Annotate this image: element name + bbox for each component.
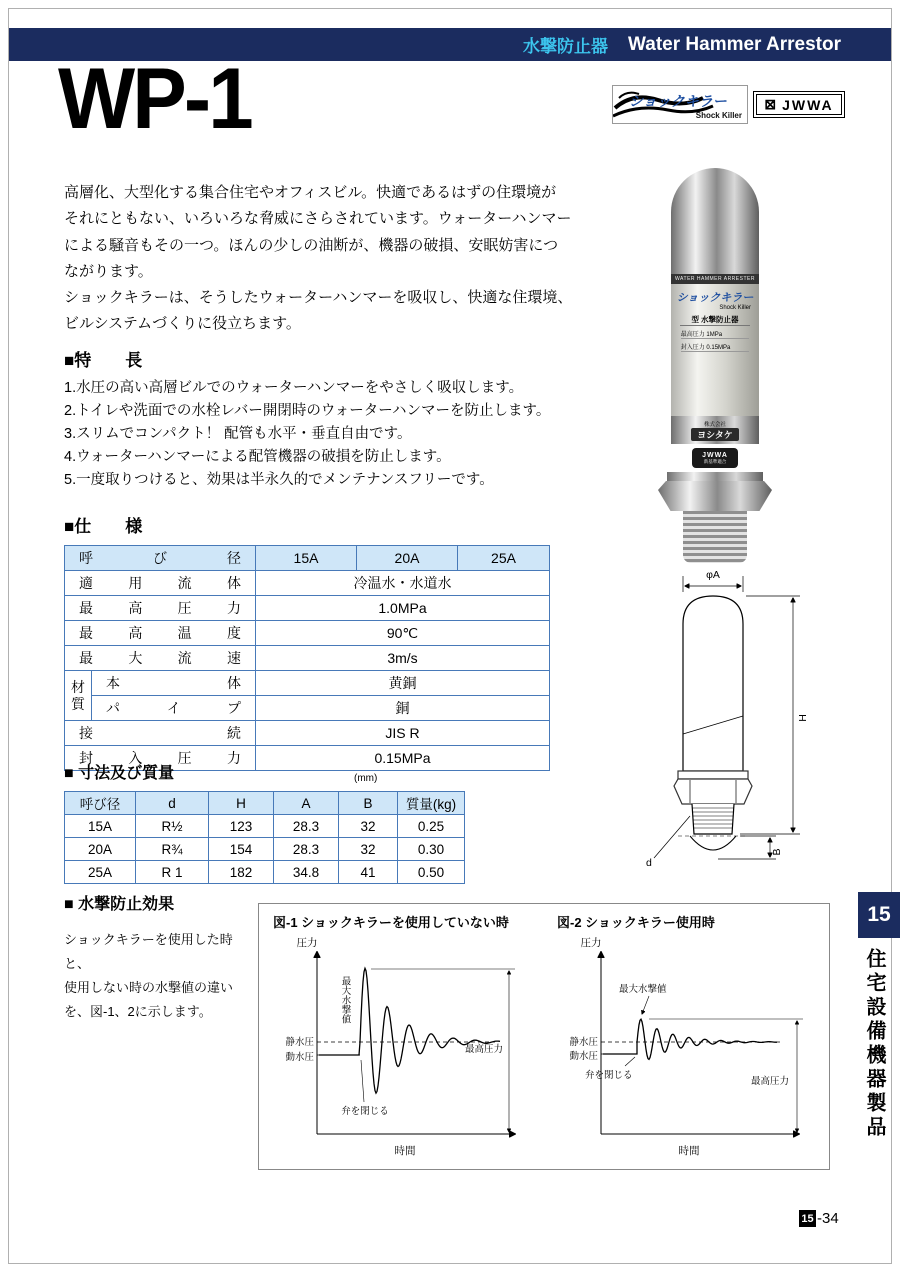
effect-desc-line: 使用しない時の水撃値の違い: [64, 980, 234, 996]
spec-row-value: 90℃: [256, 621, 550, 646]
intro-line: ショックキラーは、そうしたウォーターハンマーを吸収し、快適な住環境、: [64, 289, 573, 306]
spec-row-value: 3m/s: [256, 646, 550, 671]
dim-phiA-label: φA: [706, 569, 720, 581]
intro-line: による騒音もその一つ。ほんの少しの油断が、機器の破損、安眠妨害につ: [64, 236, 559, 254]
dim-H-label: H: [797, 714, 809, 722]
figure-2-title: 図-2 ショックキラー使用時: [557, 915, 715, 930]
dims-cell: 28.3: [274, 815, 339, 838]
table-row: [65, 815, 465, 838]
intro-line: それにともない、いろいろな脅威にさらされています。ウォーターハンマー: [64, 210, 572, 228]
product-photo: [653, 168, 777, 568]
table-row: [65, 861, 465, 884]
unit-label: (mm): [354, 773, 378, 784]
dims-cell: 154: [209, 838, 274, 861]
dims-cell: 20A: [65, 838, 136, 861]
figure-1-chart: [265, 932, 541, 1164]
dims-header: 質量(kg): [398, 792, 465, 815]
jwwa-label: JWWA: [782, 96, 834, 113]
photo-spec-line: 封入圧力 0.15MPa: [681, 342, 750, 352]
effect-desc-line: を、図-1、2に示します。: [64, 1004, 212, 1020]
photo-brand-jp: ショックキラー: [676, 292, 754, 304]
dimensions-table: [64, 791, 465, 884]
header-title-en: Water Hammer Arrestor: [628, 33, 841, 55]
photo-company: 株式会社: [703, 421, 726, 428]
dims-header: H: [209, 792, 274, 815]
feature-item: 4.ウォーターハンマーによる配管機器の破損を防止します。: [64, 448, 451, 465]
feature-item: 5.一度取りつけると、効果は半永久的でメンテナンスフリーです。: [64, 471, 494, 488]
spec-row-label: パイプ: [92, 696, 256, 721]
static-pressure-label: 静水圧: [285, 1037, 314, 1048]
page-title: WP-1: [58, 51, 251, 147]
page-number: [799, 1210, 839, 1227]
photo-jwwa-seal: [692, 448, 738, 468]
dimensions-section: [64, 760, 465, 884]
photo-cert-label: JWWA: [702, 451, 728, 459]
spec-row-label: 適用流体: [65, 571, 256, 596]
feature-item: 2.トイレや洗面での水栓レバー開閉時のウォーターハンマーを防止します。: [64, 402, 551, 419]
shock-killer-label-en: Shock Killer: [695, 111, 742, 120]
spec-title: ■仕 様: [64, 517, 143, 536]
dims-cell: 41: [339, 861, 398, 884]
max-hammer-label: 最大水撃値: [339, 976, 351, 1024]
spec-table: [64, 545, 550, 771]
device-outline: [674, 596, 752, 834]
effect-description: [64, 928, 254, 1024]
jwwa-badge-inner: [756, 94, 842, 115]
photo-type-label: 型 水撃防止器: [680, 314, 750, 326]
features-section: [64, 346, 624, 492]
spec-row-value: 黄銅: [256, 671, 550, 696]
photo-band-text: WATER HAMMER ARRESTER: [671, 274, 759, 284]
header-title-jp: 水撃防止器: [523, 37, 609, 56]
dim-B-label: B: [771, 848, 783, 856]
shock-killer-label-jp: ショックキラー: [629, 93, 727, 109]
photo-threaded-end: [683, 511, 747, 563]
y-axis-label: 圧力: [296, 937, 318, 949]
photo-label: [671, 274, 759, 416]
spec-row-label: 接続: [65, 721, 256, 746]
static-pressure-label: 静水圧: [569, 1037, 598, 1048]
figure-2-chart: [549, 932, 825, 1164]
features-title: ■特 長: [64, 351, 143, 370]
dims-cell: 32: [339, 815, 398, 838]
page-number-box: 15: [799, 1210, 816, 1227]
effect-charts-panel: [258, 903, 830, 1170]
bottom-dome: [678, 836, 748, 850]
dims-cell: 28.3: [274, 838, 339, 861]
spec-header-15a: 15A: [256, 546, 357, 571]
effect-title: ■ 水撃防止効果: [64, 896, 175, 913]
dim-d-label: d: [646, 857, 652, 869]
dims-header: 呼び径: [65, 792, 136, 815]
x-axis-label: 時間: [394, 1145, 416, 1157]
spec-row-label: 本体: [92, 671, 256, 696]
spec-header-size: 呼び径: [65, 546, 256, 571]
max-pressure-label: 最高圧力: [464, 1044, 503, 1055]
dims-cell: 0.30: [398, 838, 465, 861]
spec-section: [64, 512, 550, 771]
chapter-tab: 15: [858, 892, 900, 938]
dims-cell: 182: [209, 861, 274, 884]
feature-item: 3.スリムでコンパクト！ 配管も水平・垂直自由です。: [64, 425, 412, 442]
photo-spec-line: 最高圧力 1MPa: [681, 329, 750, 339]
dims-header: d: [136, 792, 209, 815]
spec-row-value: 1.0MPa: [256, 596, 550, 621]
oscillation-curve: [603, 1019, 777, 1059]
intro-line: ながります。: [64, 262, 153, 280]
spec-header-20a: 20A: [357, 546, 458, 571]
intro-line: ビルシステムづくりに役立ちます。: [64, 315, 301, 333]
valve-close-leader: [361, 1060, 364, 1102]
valve-close-label: 弁を閉じる: [585, 1070, 633, 1081]
shock-killer-badge: [612, 85, 748, 124]
dynamic-pressure-label: 動水圧: [569, 1051, 598, 1062]
jwwa-logo-icon: ⊠: [764, 96, 779, 112]
spec-row-value: 冷温水・水道水: [256, 571, 550, 596]
max-hammer-label: 最大水撃値: [619, 984, 667, 995]
jwwa-badge: [753, 91, 845, 118]
effect-desc-line: ショックキラーを使用した時と、: [64, 932, 233, 972]
valve-close-label: 弁を閉じる: [341, 1106, 389, 1117]
spec-row-label: 封入圧力: [65, 746, 256, 771]
spec-row-label: 最高温度: [65, 621, 256, 646]
spec-row-value: JIS R: [256, 721, 550, 746]
photo-top-cap: [671, 168, 759, 274]
dims-cell: 25A: [65, 861, 136, 884]
dimensions-title: ■ 寸法及び質量: [64, 765, 175, 782]
y-axis-label: 圧力: [580, 937, 602, 949]
dynamic-pressure-label: 動水圧: [285, 1052, 314, 1063]
dims-cell: 123: [209, 815, 274, 838]
spec-row-label: 最高圧力: [65, 596, 256, 621]
dims-cell: R½: [136, 815, 209, 838]
spec-row-label: 最大流速: [65, 646, 256, 671]
photo-cert-sub: 新基準適合: [703, 458, 727, 464]
dims-header: A: [274, 792, 339, 815]
max-pressure-label: 最高圧力: [750, 1076, 789, 1087]
photo-collar: [667, 472, 763, 481]
spec-row-value: 0.15MPa: [256, 746, 550, 771]
photo-company-name: ヨシタケ: [691, 428, 739, 441]
spec-row-value: 銅: [256, 696, 550, 721]
figure-1-title: 図-1 ショックキラーを使用していない時: [273, 915, 509, 930]
max-hammer-leader: [642, 996, 649, 1014]
dims-cell: 15A: [65, 815, 136, 838]
dims-cell: 32: [339, 838, 398, 861]
chapter-vertical-label: 住宅設備機器製品: [863, 948, 885, 1140]
intro-paragraph: [64, 180, 609, 338]
dims-cell: 0.50: [398, 861, 465, 884]
page-number-rest: -34: [817, 1210, 839, 1227]
dims-cell: 0.25: [398, 815, 465, 838]
feature-item: 1.水圧の高い高層ビルでのウォーターハンマーをやさしく吸収します。: [64, 380, 524, 396]
photo-brand-band: [671, 416, 759, 444]
dims-cell: R 1: [136, 861, 209, 884]
dimension-drawing: [628, 566, 838, 876]
dims-cell: R¾: [136, 838, 209, 861]
table-row: [65, 838, 465, 861]
intro-line: 高層化、大型化する集合住宅やオフィスビル。快適であるはずの住環境が: [64, 184, 557, 201]
valve-close-leader: [625, 1057, 635, 1066]
spec-group-material: 材質: [65, 671, 92, 721]
dims-header: B: [339, 792, 398, 815]
photo-brand-en: Shock Killer: [719, 305, 751, 311]
spec-header-25a: 25A: [458, 546, 550, 571]
photo-hex-nut: [658, 481, 772, 511]
dims-cell: 34.8: [274, 861, 339, 884]
x-axis-label: 時間: [678, 1145, 700, 1157]
